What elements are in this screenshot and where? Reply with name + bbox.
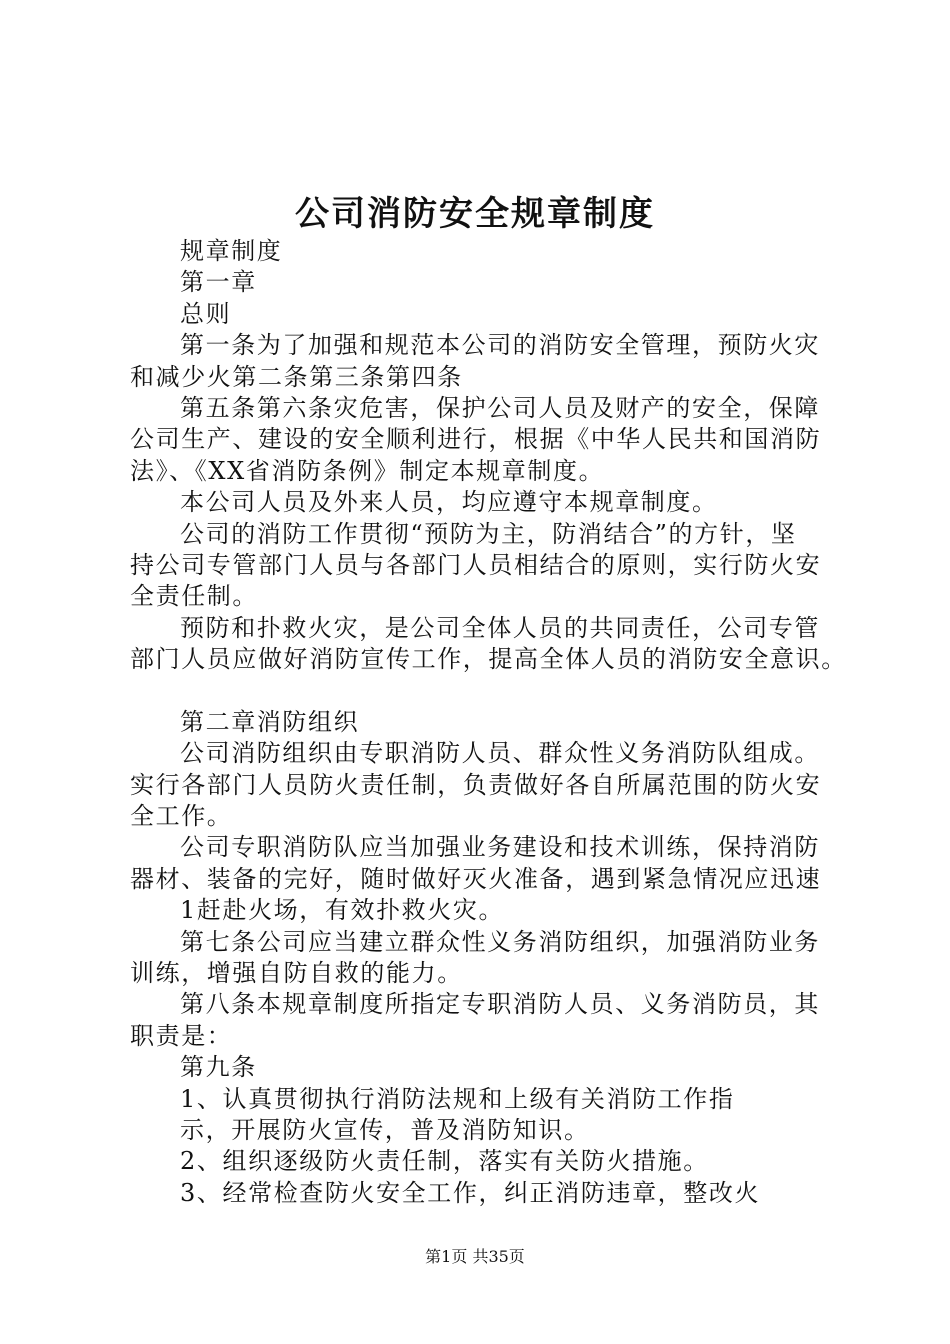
paragraph-line: 法》、《XX省消防条例》制定本规章制度。 — [130, 456, 605, 485]
paragraph-line: 示，开展防火宣传，普及消防知识。 — [180, 1115, 590, 1144]
page-footer: 第1页 共35页 — [425, 1247, 525, 1266]
paragraph-line: 总则 — [180, 299, 232, 328]
paragraph-line: 职责是： — [130, 1021, 233, 1050]
paragraph-line: 第七条公司应当建立群众性义务消防组织，加强消防业务 — [180, 927, 820, 956]
paragraph-line: 公司消防组织由专职消防人员、群众性义务消防队组成。 — [180, 739, 820, 768]
paragraph-line: 2、组织逐级防火责任制，落实有关防火措施。 — [180, 1147, 709, 1176]
paragraph-line: 实行各部门人员防火责任制，负责做好各自所属范围的防火安 — [130, 770, 822, 799]
document-title: 公司消防安全规章制度 — [295, 194, 655, 234]
paragraph-line: 持公司专管部门人员与各部门人员相结合的原则，实行防火安 — [130, 550, 822, 579]
chapter-heading: 第二章消防组织 — [180, 707, 360, 736]
paragraph-line: 训练，增强自防自救的能力。 — [130, 958, 463, 987]
document-body — [130, 236, 847, 1209]
paragraph-line: 公司生产、建设的安全顺利进行，根据《中华人民共和国消防 — [130, 425, 822, 454]
blank-line — [130, 675, 830, 706]
paragraph-line: 3、经常检查防火安全工作，纠正消防违章，整改火 — [180, 1178, 761, 1207]
paragraph-line: 预防和扑救火灾，是公司全体人员的共同责任，公司专管 — [180, 613, 820, 642]
paragraph-line: 部门人员应做好消防宣传工作，提高全体人员的消防安全意识。 — [130, 645, 847, 674]
paragraph-line: 1、认真贯彻执行消防法规和上级有关消防工作指 — [180, 1084, 735, 1113]
paragraph-line: 第一章 — [180, 268, 257, 297]
paragraph-line: 本公司人员及外来人员，均应遵守本规章制度。 — [180, 488, 718, 517]
paragraph-line: 第八条本规章制度所指定专职消防人员、义务消防员，其 — [180, 990, 820, 1019]
paragraph-line: 全责任制。 — [130, 582, 258, 611]
paragraph-line: 第一条为了加强和规范本公司的消防安全管理，预防火灾 — [180, 331, 820, 360]
paragraph-line: 1赶赴火场，有效扑救火灾。 — [180, 896, 505, 925]
paragraph-line: 全工作。 — [130, 802, 233, 831]
paragraph-line: 和减少火第二条第三条第四条 — [130, 362, 463, 391]
paragraph-line: 公司专职消防队应当加强业务建设和技术训练，保持消防 — [180, 833, 820, 862]
paragraph-line: 器材、装备的完好，随时做好灭火准备，遇到紧急情况应迅速 — [130, 864, 822, 893]
paragraph-line: 第九条 — [180, 1053, 257, 1082]
paragraph-line: 规章制度 — [180, 237, 283, 265]
paragraph-line: 公司的消防工作贯彻“预防为主，防消结合”的方针，坚 — [180, 519, 797, 548]
paragraph-line: 第五条第六条灾危害，保护公司人员及财产的安全，保障 — [180, 393, 820, 422]
